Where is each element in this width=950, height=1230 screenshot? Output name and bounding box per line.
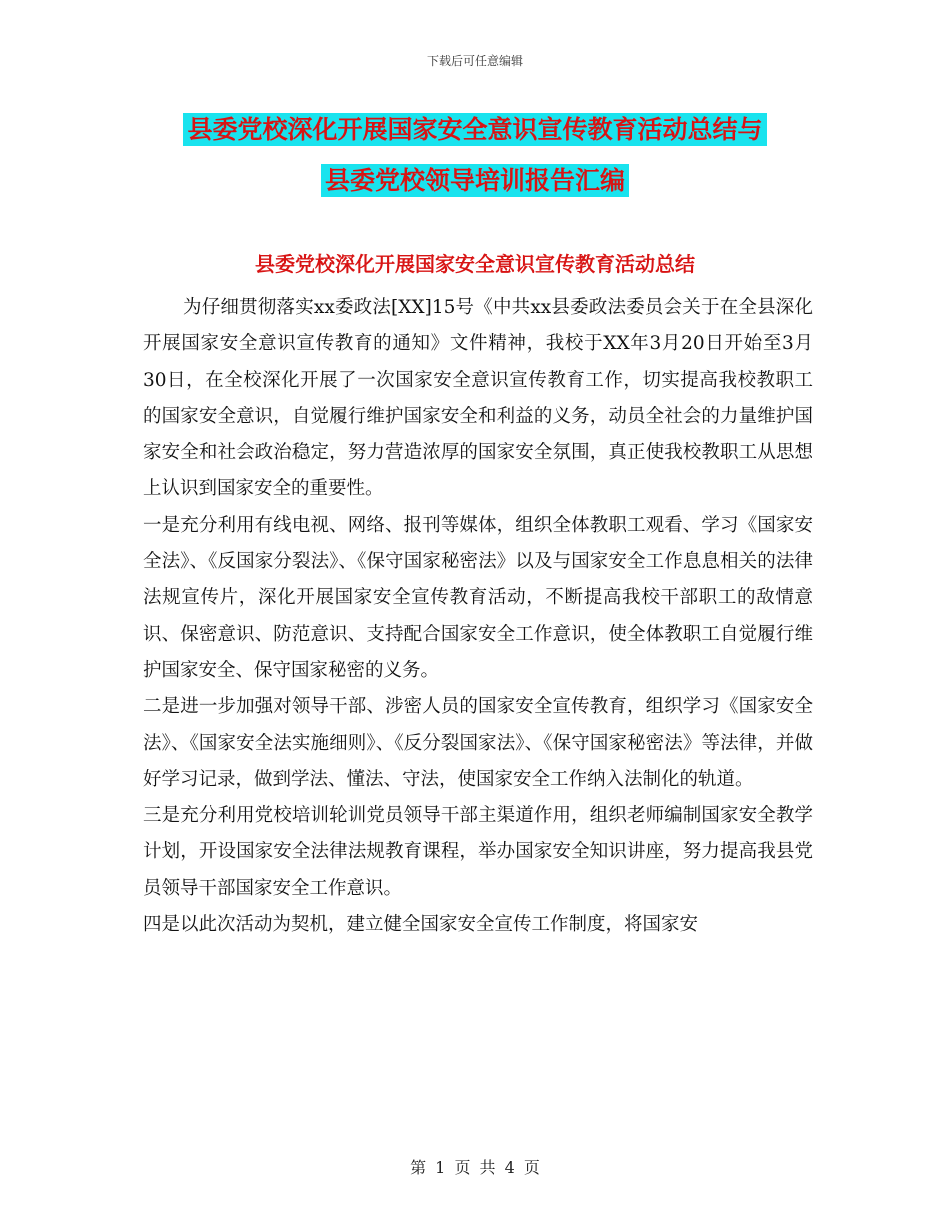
document-body xyxy=(143,290,813,943)
section-title: 县委党校深化开展国家安全意识宣传教育活动总结 xyxy=(255,252,695,276)
document-title xyxy=(0,104,950,206)
page-footer: 第 1 页 共 4 页 xyxy=(410,1158,540,1177)
paragraph-item-2: 二是进一步加强对领导干部、涉密人员的国家安全宣传教育，组织学习《国家安全法》、《国家安全法实施细则》、《反分裂国家法》、《保守国家秘密法》等法律，并做好学习记录，做到学法、懂法、守法，使国家安全工作纳入法制化的轨道。 xyxy=(143,696,813,790)
document-title-line-1: 县委党校深化开展国家安全意识宣传教育活动总结与 xyxy=(183,113,766,146)
header-note: 下载后可任意编辑 xyxy=(426,54,523,68)
document-title-line-2: 县委党校领导培训报告汇编 xyxy=(321,164,629,197)
paragraph-item-4: 四是以此次活动为契机，建立健全国家安全宣传工作制度，将国家安 xyxy=(143,914,699,936)
paragraph-intro: 为仔细贯彻落实xx委政法[XX]15号《中共xx县委政法委员会关于在全县深化开展国家安全意识宣传教育的通知》文件精神，我校于XX年3月20日开始至3月30日，在全校深化开展了一次国家安全意识宣传教育工作，切实提高我校教职工的国家安全意识，自觉履行维护国家安全和利益的义务，动员全社会的力量维护国家安全和社会政治稳定，努力营造浓厚的国家安全氛围，真正使我校教职工从思想上认识到国家安全的重要性。 xyxy=(143,297,813,500)
paragraph-item-1: 一是充分利用有线电视、网络、报刊等媒体，组织全体教职工观看、学习《国家安全法》、《反国家分裂法》、《保守国家秘密法》以及与国家安全工作息息相关的法律法规宣传片，深化开展国家安全宣传教育活动，不断提高我校干部职工的敌情意识、保密意识、防范意识、支持配合国家安全工作意识，使全体教职工自觉履行维护国家安全、保守国家秘密的义务。 xyxy=(143,514,813,681)
paragraph-item-3: 三是充分利用党校培训轮训党员领导干部主渠道作用，组织老师编制国家安全教学计划，开设国家安全法律法规教育课程，举办国家安全知识讲座，努力提高我县党员领导干部国家安全工作意识。 xyxy=(143,805,813,899)
